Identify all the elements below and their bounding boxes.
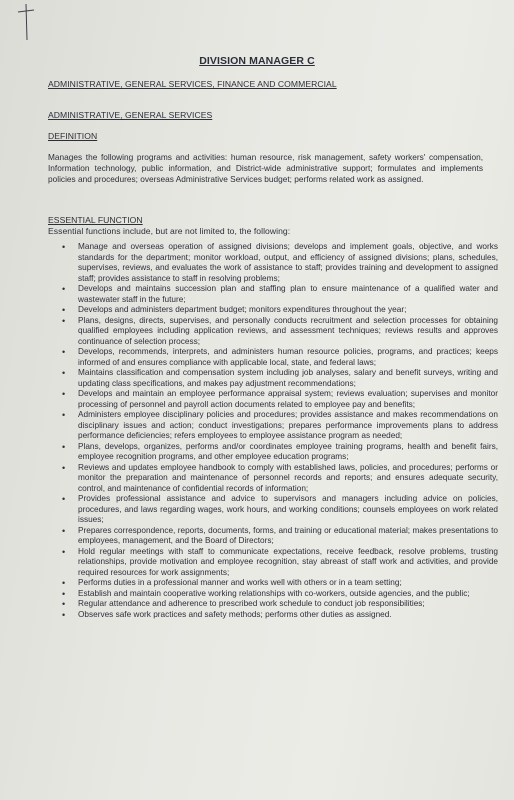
list-item: • Develops, recommends, interprets, and administers human resource policies, programs, and practices; keeps informed of and ensures compliance with applicable local, state, and federal laws; (78, 347, 498, 368)
list-item: • Performs duties in a professional manner and works well with others or in a team setting; (78, 578, 498, 589)
list-item: • Regular attendance and adherence to prescribed work schedule to conduct job responsibilities; (78, 599, 498, 610)
list-item: • Reviews and updates employee handbook to comply with established laws, policies, and procedures; performs or monitor the preparation and maintenance of personnel records and reports; and ensures adequate security, control, and maintenance of confidential records of information; (78, 463, 498, 495)
list-item: • Administers employee disciplinary policies and procedures; provides assistance and makes recommendations on disciplinary issues and action; conduct investigations; prepares performance improvements plans to address performance deficiencies; refers employees to employee assistance program as needed; (78, 410, 498, 442)
definition-text: Manages the following programs and activities: human resource, risk management, safety workers' compensation, Information technology, public information, and District-wide administrative support; formulates and implements policies and procedures; overseas Administrative Services budget; performs related work as assigned. (48, 152, 483, 184)
list-item: • Hold regular meetings with staff to communicate expectations, receive feedback, resolve problems, trusting relationships, provide motivation and employee recognition, stay abreast of staff work and activities, and provide required resources for work assignments; (78, 547, 498, 579)
list-item: • Develops and maintain an employee performance appraisal system; reviews evaluation; supervises and monitor processing of personnel and payroll action documents related to employee pay and benefits; (78, 389, 498, 410)
subcategory-heading: ADMINISTRATIVE, GENERAL SERVICES (48, 110, 213, 120)
list-item: • Manage and overseas operation of assigned divisions; develops and implement goals, objective, and works standards for the department; monitor workload, output, and efficiency of assigned divisions; plans, schedules, supervises, reviews, and evaluates the work of assistance to staff; provides training and development to assigned staff; provides assistance to staff in resolving problems; (78, 242, 498, 284)
document-title: DIVISION MANAGER C (199, 55, 315, 67)
category-heading: ADMINISTRATIVE, GENERAL SERVICES, FINANCE AND COMMERCIAL (48, 79, 337, 89)
list-item: • Prepares correspondence, reports, documents, forms, and training or educational material; makes presentations to employees, management, and the Board of Directors; (78, 526, 498, 547)
definition-heading: DEFINITION (48, 131, 98, 141)
list-item: • Plans, designs, directs, supervises, and personally conducts recruitment and selection processes for obtaining qualified employees including application reviews, and assessment techniques; reviews results and approves continuance of selection process; (78, 316, 498, 348)
list-item: • Observes safe work practices and safety methods; performs other duties as assigned. (78, 610, 498, 621)
essential-function-intro: Essential functions include, but are not limited to, the following: (48, 226, 291, 236)
essential-function-heading: ESSENTIAL FUNCTION (48, 215, 143, 225)
list-item: • Plans, develops, organizes, performs and/or coordinates employee training programs, health and benefit fairs, employee recognition programs, and other employee education programs; (78, 442, 498, 463)
list-item: • Establish and maintain cooperative working relationships with co-workers, outside agencies, and the public; (78, 589, 498, 600)
list-item: • Provides professional assistance and advice to supervisors and managers including advice on policies, procedures, and laws regarding wages, work hours, and working conditions; counsels employees on work related issues; (78, 494, 498, 526)
corner-pen-mark (14, 2, 38, 42)
list-item: • Develops and maintains succession plan and staffing plan to ensure maintenance of a qualified water and wastewater staff in the future; (78, 284, 498, 305)
list-item: • Develops and administers department budget; monitors expenditures throughout the year; (78, 305, 498, 316)
essential-function-list (60, 242, 498, 620)
list-item: • Maintains classification and compensation system including job analyses, salary and benefit surveys, writing and updating class specifications, and makes pay adjustment recommendations; (78, 368, 498, 389)
